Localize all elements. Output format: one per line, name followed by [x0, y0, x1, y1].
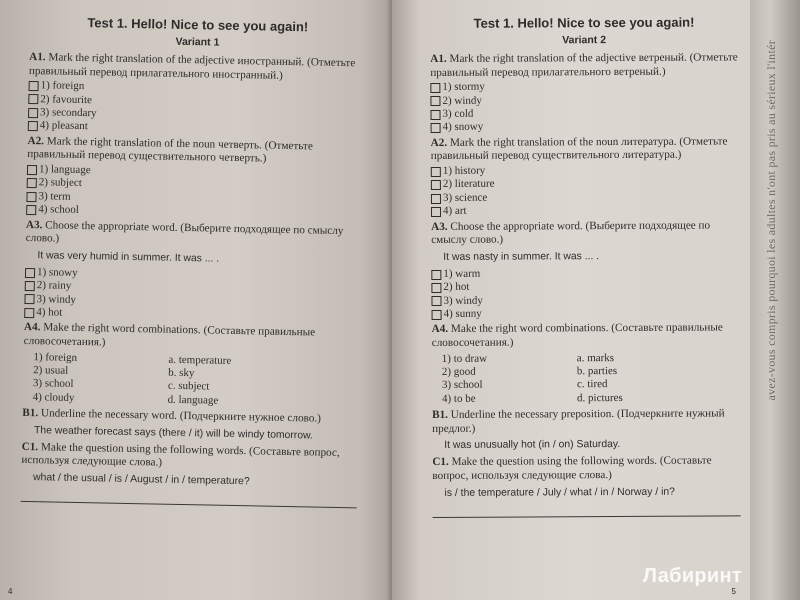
- checkbox[interactable]: [28, 121, 38, 131]
- question-a1: A1. Mark the right translation of the adjective иностранный. (Отметьте правильный перевод прилагательного иностранный.): [28, 50, 356, 82]
- pair-left: 3) school: [441, 379, 483, 392]
- pair-right: d. pictures: [576, 391, 623, 405]
- pair-left: 2) usual: [33, 364, 69, 377]
- right-page: [392, 0, 750, 600]
- pair-right: c. tired: [576, 378, 608, 391]
- option[interactable]: 3) term: [26, 190, 362, 210]
- task-sentence: It was very humid in summer. It was ... .: [37, 249, 220, 265]
- task-sentence: is / the temperature / July / what / in / Norway / in?: [444, 486, 675, 499]
- checkbox[interactable]: [431, 296, 441, 306]
- pair-left: 4) to be: [441, 392, 476, 405]
- pair-right: b. sky: [168, 366, 195, 380]
- task-sentence: It was nasty in summer. It was ... .: [443, 250, 600, 263]
- option[interactable]: 1) snowy: [25, 266, 361, 286]
- checkbox[interactable]: [29, 81, 39, 91]
- option[interactable]: 1) foreign: [28, 79, 364, 99]
- checkbox[interactable]: [26, 205, 36, 215]
- options-a1: [430, 80, 738, 135]
- question-a3: A3. Choose the appropriate word. (Выберите подходящее по смыслу слово.): [431, 219, 711, 247]
- question-b1: B1. Underline the necessary word. (Подчеркните нужное слово.): [22, 407, 322, 425]
- next-page-edge: [750, 0, 800, 600]
- options-a3: [24, 266, 361, 326]
- question-a2: A2. Mark the right translation of the noun четверть. (Отметьте правильный перевод существительного четверть.): [27, 134, 313, 165]
- option[interactable]: 4) hot: [24, 306, 360, 326]
- checkbox[interactable]: [26, 191, 36, 201]
- checkbox[interactable]: [431, 269, 441, 279]
- checkbox[interactable]: [27, 178, 37, 188]
- pair-right: a. marks: [576, 351, 615, 364]
- option[interactable]: 2) literature: [431, 177, 739, 192]
- pair-right: b. parties: [576, 365, 618, 378]
- test-title: Test 1. Hello! Nice to see you again!: [473, 14, 695, 31]
- checkbox[interactable]: [430, 110, 440, 120]
- page-number: 5: [731, 587, 736, 596]
- checkbox[interactable]: [24, 294, 34, 304]
- watermark: Лабиринт: [642, 565, 742, 587]
- option[interactable]: 4) art: [431, 204, 739, 219]
- pair-left: 1) to draw: [441, 352, 488, 365]
- option[interactable]: 2) favourite: [28, 93, 364, 113]
- option[interactable]: 3) secondary: [28, 106, 364, 126]
- test-title: Test 1. Hello! Nice to see you again!: [87, 15, 309, 35]
- option[interactable]: 1) stormy: [430, 80, 738, 95]
- word-combinations: [442, 351, 740, 406]
- option[interactable]: 3) cold: [430, 106, 738, 121]
- option[interactable]: 4) school: [26, 203, 362, 223]
- word-combinations: [33, 351, 360, 411]
- pair-left: 3) school: [32, 377, 74, 391]
- question-a4: A4. Make the right word combinations. (Составьте правильные словосочетания.): [23, 321, 316, 349]
- checkbox[interactable]: [431, 207, 441, 217]
- variant-label: Variant 2: [562, 34, 607, 47]
- question-c1: C1. Make the question using the following words. (Составьте вопрос, используя следующие слова.): [432, 454, 712, 483]
- option[interactable]: 4) snowy: [431, 120, 739, 135]
- checkbox[interactable]: [432, 310, 442, 320]
- checkbox[interactable]: [28, 108, 38, 118]
- task-sentence: It was unusually hot (in / on) Saturday.: [444, 439, 621, 452]
- answer-line[interactable]: [21, 490, 357, 508]
- option[interactable]: 1) warm: [431, 266, 739, 281]
- question-c1: C1. Make the question using the following words. (Составьте вопрос, используя следующие слова.): [21, 440, 340, 470]
- option[interactable]: 3) windy: [431, 293, 739, 308]
- pair-left: 1) foreign: [33, 350, 78, 364]
- option[interactable]: 1) history: [431, 163, 739, 178]
- checkbox[interactable]: [431, 167, 441, 177]
- answer-line[interactable]: [433, 504, 741, 518]
- option[interactable]: 3) windy: [24, 293, 360, 313]
- checkbox[interactable]: [431, 180, 441, 190]
- option[interactable]: 2) subject: [27, 176, 363, 196]
- checkbox[interactable]: [430, 83, 440, 93]
- pair-left: 4) cloudy: [32, 390, 75, 404]
- variant-label: Variant 1: [175, 35, 220, 49]
- question-a4: A4. Make the right word combinations. (Составьте правильные словосочетания.): [431, 321, 723, 350]
- option[interactable]: 3) science: [431, 190, 739, 205]
- option[interactable]: 2) rainy: [25, 279, 361, 299]
- left-page: [0, 0, 392, 600]
- checkbox[interactable]: [431, 283, 441, 293]
- question-a1: A1. Mark the right translation of the adjective ветреный. (Отметьте правильный перевод прилагательного ветреный.): [430, 51, 738, 79]
- option[interactable]: 1) language: [27, 163, 363, 183]
- pair-right: a. temperature: [168, 353, 232, 367]
- checkbox[interactable]: [25, 281, 35, 291]
- pair-right: d. language: [167, 393, 219, 407]
- task-sentence: The weather forecast says (there / it) will be windy tomorrow.: [33, 424, 313, 442]
- option[interactable]: 4) sunny: [432, 306, 740, 321]
- option[interactable]: 4) pleasant: [28, 119, 364, 139]
- checkbox[interactable]: [28, 94, 38, 104]
- checkbox[interactable]: [431, 123, 441, 133]
- checkbox[interactable]: [25, 267, 35, 277]
- edge-text: avez-vous compris pourquoi les adultes n'ont pas pris au sérieux l'intér: [764, 40, 778, 401]
- question-a3: A3. Choose the appropriate word. (Выберите подходящее по смыслу слово.): [25, 218, 344, 245]
- options-a2: [431, 163, 739, 218]
- options-a3: [431, 266, 739, 321]
- question-b1: B1. Underline the necessary preposition. (Подчеркните нужный предлог.): [432, 407, 725, 435]
- checkbox[interactable]: [431, 193, 441, 203]
- checkbox[interactable]: [430, 96, 440, 106]
- checkbox[interactable]: [24, 308, 34, 318]
- page-number: 4: [8, 587, 13, 596]
- pair-left: 2) good: [441, 365, 476, 378]
- option[interactable]: 2) windy: [430, 93, 738, 108]
- options-a1: [28, 79, 365, 139]
- task-sentence: what / the usual / is / August / in / temperature?: [32, 472, 250, 488]
- option[interactable]: 2) hot: [431, 280, 739, 295]
- question-a2: A2. Mark the right translation of the noun литература. (Отметьте правильный перевод существительного литература.): [430, 135, 728, 163]
- checkbox[interactable]: [27, 165, 37, 175]
- options-a2: [26, 163, 363, 223]
- pair-right: c. subject: [167, 380, 210, 393]
